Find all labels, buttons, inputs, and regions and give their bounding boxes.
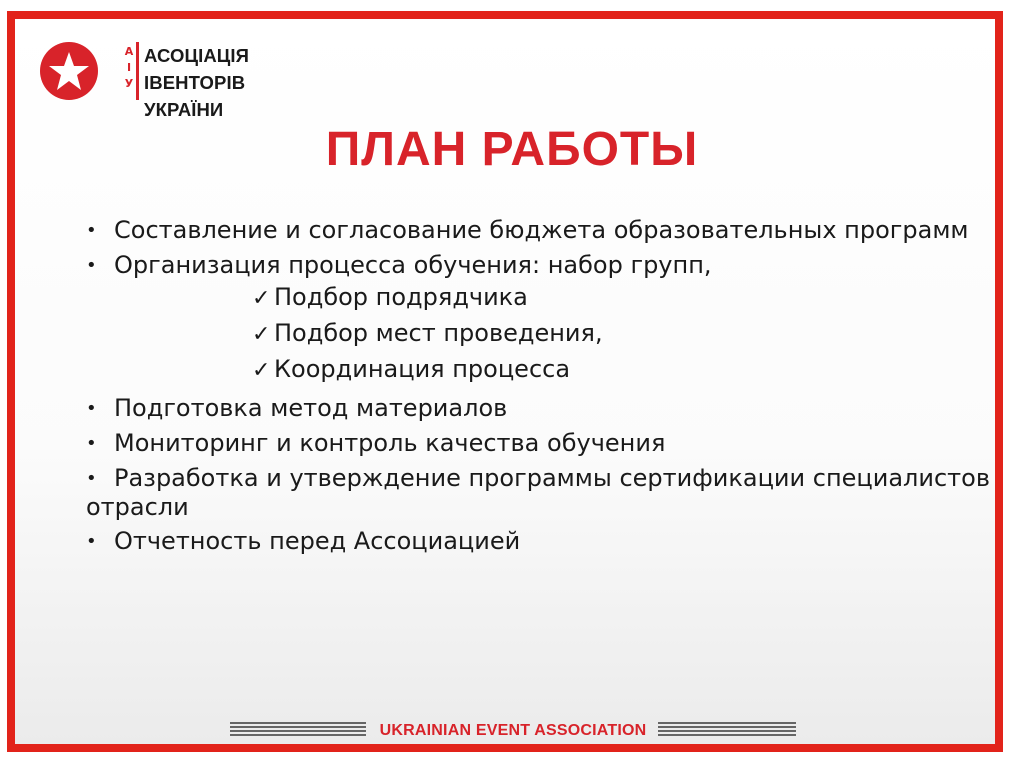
footer-stripes-right (658, 722, 796, 738)
list-item-text: Мониторинг и контроль качества обучения (114, 429, 666, 457)
sub-item-text: Подбор мест проведения, (274, 319, 603, 347)
logo-line-1: АСОЦІАЦІЯ (144, 45, 250, 66)
logo-line-2: ІВЕНТОРІВ УКРАЇНИ (144, 72, 246, 120)
logo-letters (124, 44, 134, 92)
footer-text: UKRAINIAN EVENT ASSOCIATION (379, 722, 647, 739)
checkmark-icon: ✓ (252, 286, 271, 311)
checkmark-icon: ✓ (252, 322, 271, 347)
bullet-icon: • (86, 398, 97, 419)
bullet-icon: • (86, 468, 97, 489)
list-item-text: Разработка и утверждение программы сертификации специалистов отрасли (86, 464, 990, 521)
list-item-text: Организация процесса обучения: набор групп, (114, 251, 712, 279)
list-item (86, 251, 990, 280)
list-item (86, 429, 990, 458)
page-title: ПЛАН РАБОТЫ (325, 123, 699, 176)
bullet-icon: • (86, 220, 97, 241)
footer-banner (230, 720, 796, 742)
bullet-icon: • (86, 531, 97, 552)
list-item-text: Отчетность перед Ассоциацией (114, 527, 521, 555)
list-item (86, 394, 990, 423)
sub-item-text: Подбор подрядчика (274, 283, 528, 311)
sub-item (86, 352, 990, 388)
logo-text (144, 42, 280, 123)
footer-stripes-left (230, 722, 366, 738)
logo-divider (136, 42, 139, 100)
logo-circle (40, 42, 98, 100)
list-item (86, 464, 990, 521)
plan-list (86, 216, 990, 556)
bullet-icon: • (86, 255, 97, 276)
star-icon (48, 50, 90, 92)
list-item-text: Подготовка метод материалов (114, 394, 508, 422)
checkmark-icon: ✓ (252, 358, 271, 383)
association-logo (40, 40, 280, 120)
sub-item-text: Координация процесса (274, 355, 571, 383)
sub-item (86, 280, 990, 316)
sub-item (86, 316, 990, 352)
list-item-text: Составление и согласование бюджета образовательных программ (114, 216, 969, 244)
logo-letter: У (124, 77, 134, 90)
list-item (86, 216, 990, 245)
logo-letter: І (126, 61, 132, 74)
bullet-icon: • (86, 433, 97, 454)
logo-letter: А (124, 45, 134, 58)
list-item (86, 527, 990, 556)
